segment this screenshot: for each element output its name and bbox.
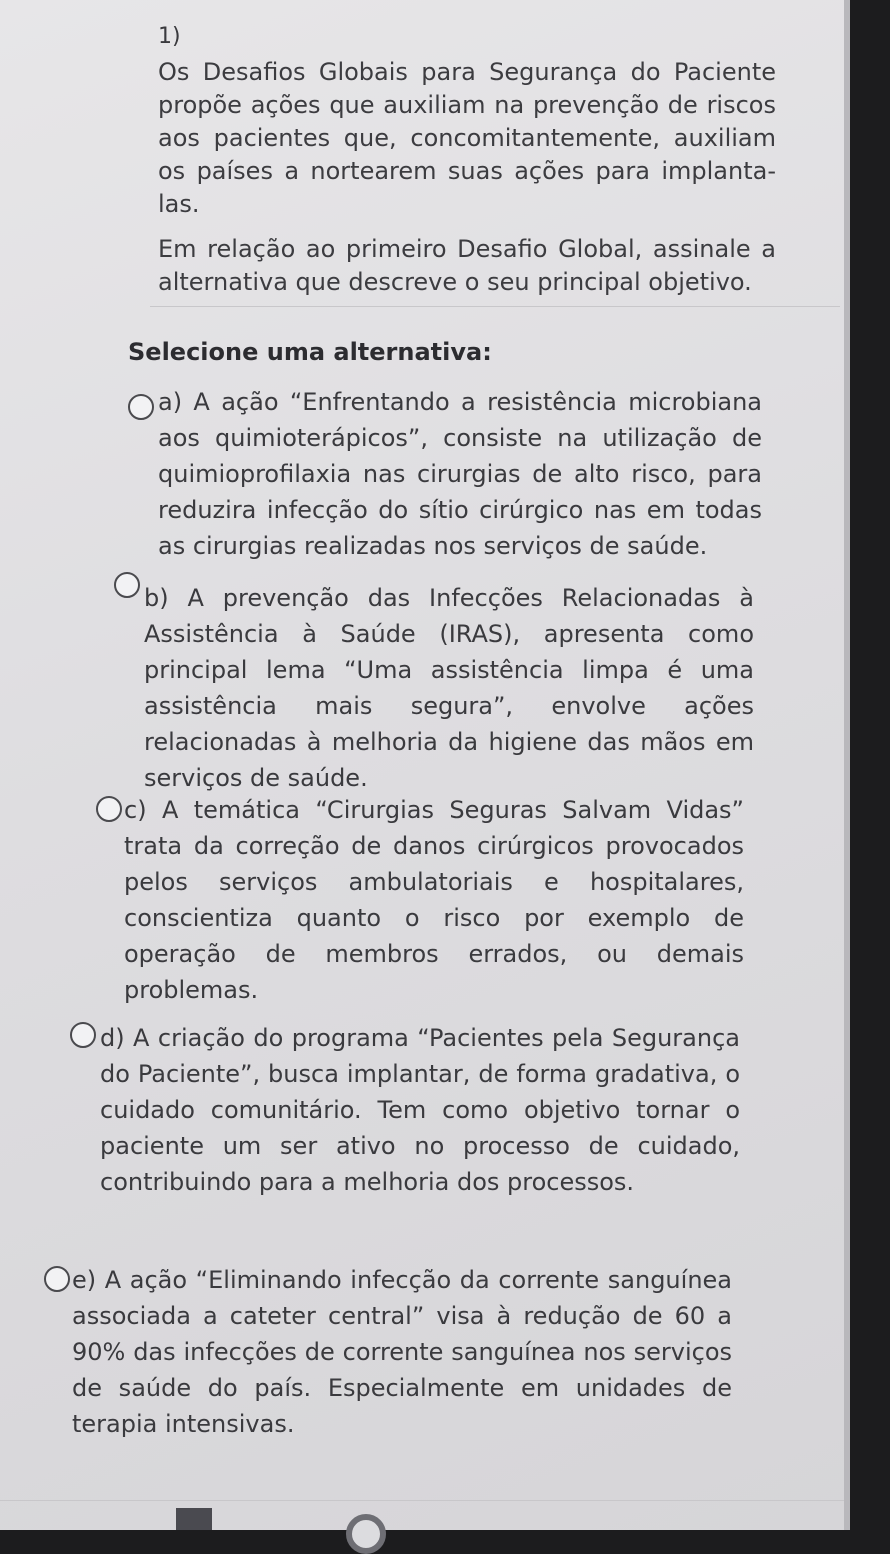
option-b-text: b) A prevenção das Infecções Relacionadas à Assistência à Saúde (IRAS), apresenta como principal lema “Uma assistência limpa é uma assistência mais segura”, envolve ações relacionadas à melhoria da higiene das mãos em serviços de saúde. (144, 584, 754, 792)
option-d-radio[interactable] (70, 1022, 96, 1048)
statement-paragraph: Os Desafios Globais para Segurança do Paciente propõe ações que auxiliam na prevenção de riscos aos pacientes que, concomitantemente, auxiliam os países a nortearem suas ações para implanta-las. (158, 58, 776, 218)
statement-prompt: Em relação ao primeiro Desafio Global, assinale a alternativa que descreve o seu principal objetivo. (158, 235, 776, 296)
question-number: 1) (158, 24, 181, 49)
option-c-text: c) A temática “Cirurgias Seguras Salvam Vidas” trata da correção de danos cirúrgicos provocados pelos serviços ambulatoriais e hospitalares, conscientiza quanto o risco por exemplo de operação de membros errados, ou demais problemas. (124, 796, 744, 1004)
scrollbar-thumb[interactable] (176, 1508, 212, 1530)
option-d-text: d) A criação do programa “Pacientes pela Segurança do Paciente”, busca implantar, de forma gradativa, o cuidado comunitário. Tem como objetivo tornar o paciente um ser ativo no processo de cuidado, contribuindo para a melhoria dos processos. (100, 1024, 740, 1196)
option-c[interactable] (124, 792, 744, 1008)
select-alternative-label: Selecione uma alternativa: (128, 338, 492, 366)
option-a[interactable] (158, 384, 762, 564)
circle-icon (346, 1514, 386, 1554)
option-e[interactable] (72, 1262, 732, 1442)
option-a-text: a) A ação “Enfrentando a resistência microbiana aos quimioterápicos”, consiste na utilização de quimioprofilaxia nas cirurgias de alto risco, para reduzira infecção do sítio cirúrgico nas em todas as cirurgias realizadas nos serviços de saúde. (158, 388, 762, 560)
option-b-radio[interactable] (114, 572, 140, 598)
option-a-radio[interactable] (128, 394, 154, 420)
question-statement (158, 56, 776, 311)
option-e-text: e) A ação “Eliminando infecção da corrente sanguínea associada a cateter central” visa à redução de 60 a 90% das infecções de corrente sanguínea nos serviços de saúde do país. Especialmente em unidades de terapia intensivas. (72, 1266, 732, 1438)
option-c-radio[interactable] (96, 796, 122, 822)
divider-bottom (0, 1500, 844, 1501)
option-b[interactable] (144, 580, 754, 796)
option-d[interactable] (100, 1020, 740, 1200)
divider (150, 306, 840, 307)
option-e-radio[interactable] (44, 1266, 70, 1292)
